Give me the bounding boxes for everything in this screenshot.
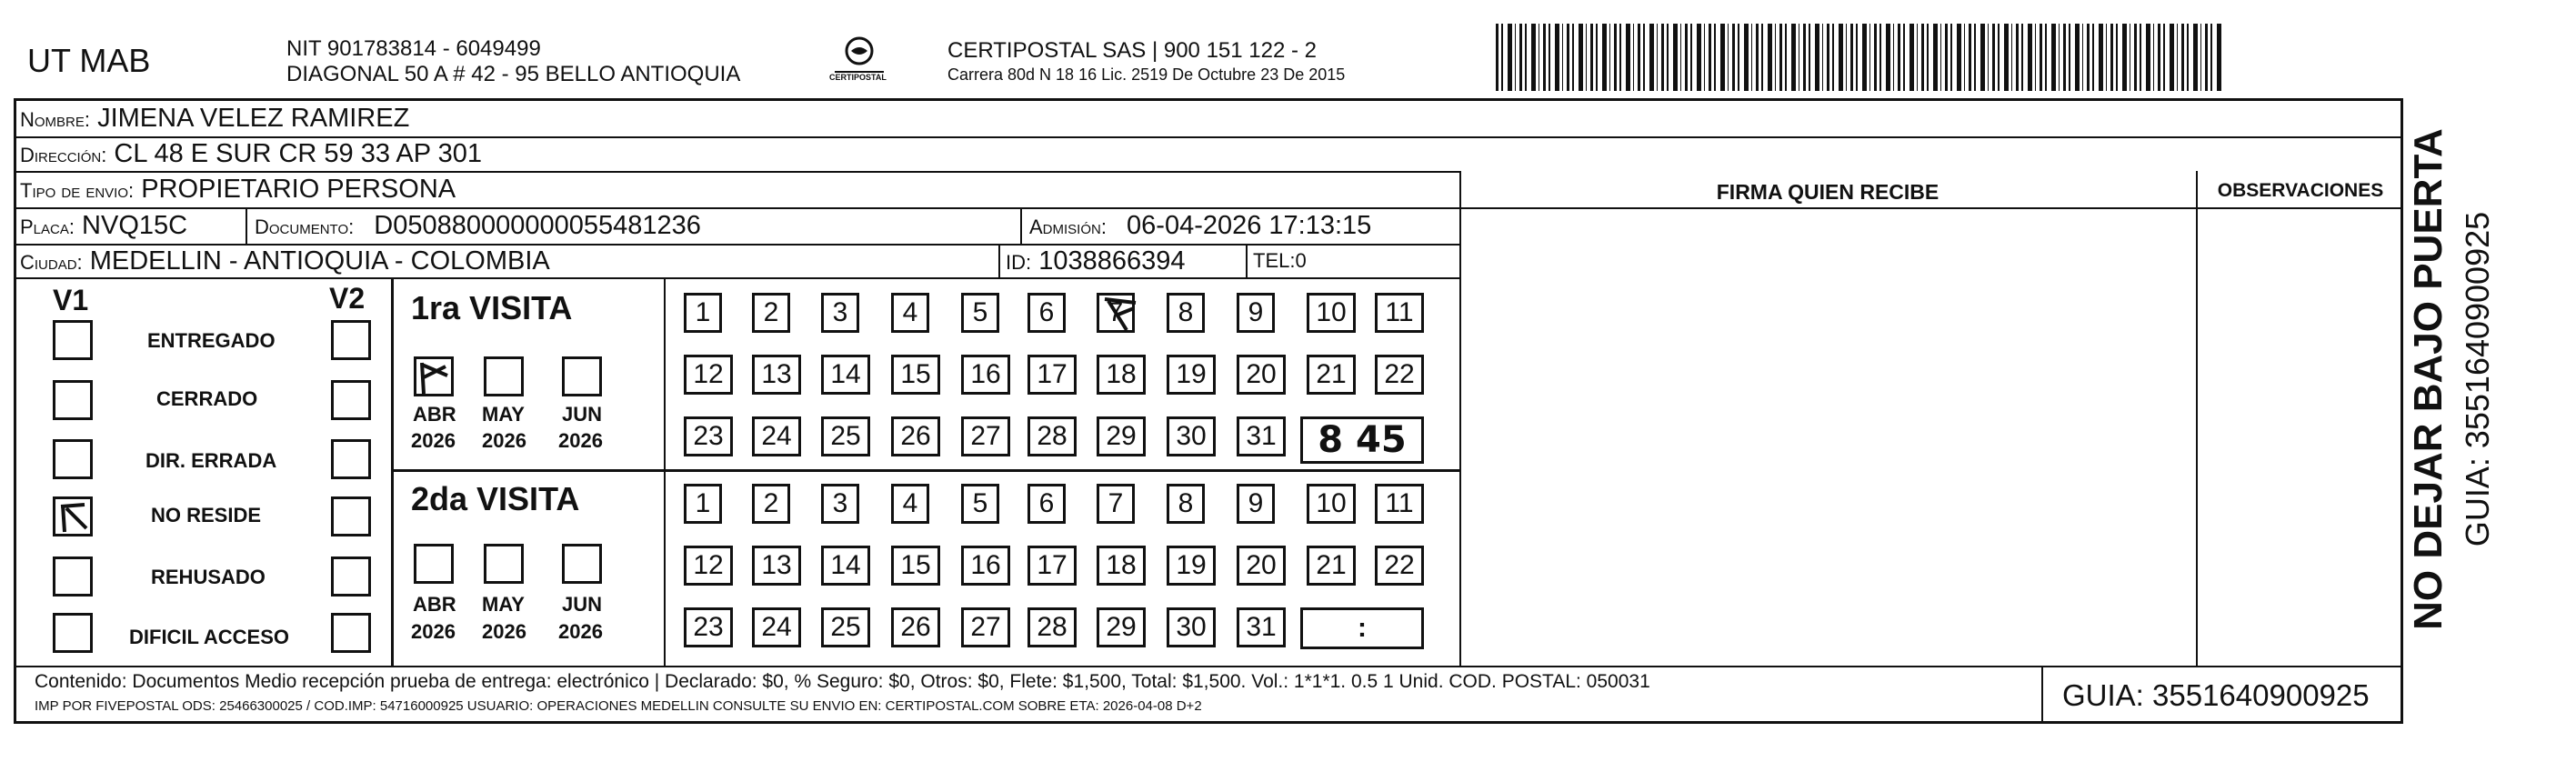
- visit1-day-12[interactable]: [684, 355, 733, 395]
- visit1-day-5[interactable]: [961, 293, 999, 333]
- visit2-day-21[interactable]: [1307, 546, 1356, 586]
- documento-label: Documento:: [255, 216, 355, 238]
- v1-rehusado-checkbox[interactable]: [53, 556, 93, 597]
- visit2-year-abr: 2026: [411, 620, 456, 643]
- certipostal-logo: [827, 35, 891, 87]
- status-entregado: ENTREGADO: [147, 329, 276, 352]
- visit1-month-jun-checkbox[interactable]: [562, 356, 602, 396]
- visit2-day-27[interactable]: [961, 607, 1010, 647]
- visit1-month-jun-label: JUN: [562, 403, 603, 426]
- visit2-day-15[interactable]: [891, 546, 940, 586]
- visit1-day-11[interactable]: [1375, 293, 1424, 333]
- visit1-day-16[interactable]: [961, 355, 1010, 395]
- day-number: 12: [693, 550, 724, 580]
- day-number: 3: [832, 488, 848, 518]
- visit2-title: 2da VISITA: [411, 480, 580, 517]
- visit2-month-may-checkbox[interactable]: [484, 544, 524, 584]
- visit1-day-26[interactable]: [891, 416, 940, 456]
- ciudad-label: Ciudad:: [20, 251, 83, 274]
- visit2-day-9[interactable]: [1237, 484, 1275, 524]
- visit1-day-17[interactable]: [1027, 355, 1077, 395]
- visit1-day-20[interactable]: [1237, 355, 1286, 395]
- day-number: 29: [1106, 612, 1137, 642]
- footer-content-line: Contenido: Documentos Medio recepción prueba de entrega: electrónico | Declarado: $0, % Seguro: $0, Otros: $0, Flete: $1,500, Total: $1,500. Vol.: 1*1*1. 0.5 1 Unid. COD. POSTAL: 050031: [35, 671, 1650, 692]
- visit2-day-16[interactable]: [961, 546, 1010, 586]
- documento-field: [255, 211, 701, 241]
- day-number: 2: [763, 297, 779, 327]
- day-number: 6: [1038, 297, 1055, 327]
- v1-dir-errada-checkbox[interactable]: [53, 439, 93, 479]
- visit2-year-may: 2026: [482, 620, 526, 643]
- day-number: 11: [1385, 297, 1414, 327]
- visit1-day-28[interactable]: [1027, 416, 1077, 456]
- visit1-day-8[interactable]: [1167, 293, 1205, 333]
- v2-rehusado-checkbox[interactable]: [331, 556, 371, 597]
- day-number: 3: [832, 297, 848, 327]
- day-number: 31: [1246, 421, 1277, 451]
- v1-entregado-checkbox[interactable]: [53, 320, 93, 360]
- day-number: 2: [763, 488, 779, 518]
- id-field: [1006, 246, 1185, 276]
- side-guia: GUIA: 3551640900925: [2459, 211, 2496, 547]
- day-number: 30: [1176, 421, 1207, 451]
- status-rehusado: REHUSADO: [151, 566, 266, 588]
- visit2-day-23[interactable]: [684, 607, 733, 647]
- visit1-year-abr: 2026: [411, 429, 456, 452]
- visit2-day-8[interactable]: [1167, 484, 1205, 524]
- admision-value: 06-04-2026 17:13:15: [1127, 211, 1372, 240]
- visit2-month-jun-label: JUN: [562, 593, 603, 616]
- tipo-label: Tipo de envio:: [20, 179, 135, 202]
- day-number: 11: [1385, 488, 1414, 518]
- admision-label: Admisión:: [1029, 216, 1107, 238]
- visit1-year-jun: 2026: [558, 429, 603, 452]
- nombre-row: [20, 104, 409, 134]
- visit1-day-3[interactable]: [821, 293, 859, 333]
- visit1-day-25[interactable]: [821, 416, 870, 456]
- visit2-day-3[interactable]: [821, 484, 859, 524]
- day-number: 25: [830, 612, 861, 642]
- visit1-day-24[interactable]: [752, 416, 801, 456]
- day-number: 29: [1106, 421, 1137, 451]
- day-number: 6: [1038, 488, 1055, 518]
- day-number: 5: [972, 297, 988, 327]
- v2-dificil-acceso-checkbox[interactable]: [331, 613, 371, 653]
- day-number: 24: [761, 612, 792, 642]
- visit2-day-12[interactable]: [684, 546, 733, 586]
- visit1-day-19[interactable]: [1167, 355, 1216, 395]
- day-number: 13: [761, 359, 792, 389]
- visit1-day-18[interactable]: [1097, 355, 1146, 395]
- direccion-label: Dirección:: [20, 144, 107, 166]
- visit1-day-10[interactable]: [1307, 293, 1356, 333]
- day-number: 16: [970, 359, 1001, 389]
- v2-label: V2: [329, 282, 366, 315]
- visit2-time-box[interactable]: [1300, 607, 1424, 649]
- day-number: 22: [1384, 550, 1415, 580]
- day-number: 18: [1106, 550, 1137, 580]
- ciudad-value: MEDELLIN - ANTIOQUIA - COLOMBIA: [89, 246, 550, 276]
- visit2-year-jun: 2026: [558, 620, 603, 643]
- day-number: 8: [1178, 297, 1194, 327]
- visit2-day-4[interactable]: [891, 484, 929, 524]
- day-number: 1: [695, 488, 711, 518]
- visit1-day-21[interactable]: [1307, 355, 1356, 395]
- day-number: 23: [693, 421, 724, 451]
- visit1-day-4[interactable]: [891, 293, 929, 333]
- day-number: 7: [1108, 297, 1124, 327]
- observaciones-header: OBSERVACIONES: [2217, 180, 2384, 201]
- ciudad-field: [20, 246, 550, 276]
- logo-text: CERTIPOSTAL: [829, 73, 887, 82]
- day-number: 21: [1316, 550, 1347, 580]
- day-number: 19: [1176, 359, 1207, 389]
- nombre-label: Nombre:: [20, 108, 91, 131]
- visit1-month-may-label: MAY: [482, 403, 525, 426]
- day-number: 16: [970, 550, 1001, 580]
- visit1-day-2[interactable]: [752, 293, 790, 333]
- day-number: 27: [970, 612, 1001, 642]
- visit2-day-17[interactable]: [1027, 546, 1077, 586]
- visit2-day-14[interactable]: [821, 546, 870, 586]
- day-number: 30: [1176, 612, 1207, 642]
- visit2-day-30[interactable]: [1167, 607, 1216, 647]
- day-number: 19: [1176, 550, 1207, 580]
- id-value: 1038866394: [1038, 246, 1186, 276]
- visit2-day-2[interactable]: [752, 484, 790, 524]
- footer-guia: GUIA: 3551640900925: [2062, 678, 2370, 712]
- v2-cerrado-checkbox[interactable]: [331, 380, 371, 420]
- visit1-month-may-checkbox[interactable]: [484, 356, 524, 396]
- day-number: 10: [1316, 488, 1347, 518]
- day-number: 28: [1037, 421, 1067, 451]
- visit1-day-30[interactable]: [1167, 416, 1216, 456]
- day-number: 23: [693, 612, 724, 642]
- day-number: 15: [900, 359, 931, 389]
- placa-field: [20, 211, 187, 241]
- placa-value: NVQ15C: [82, 211, 188, 240]
- company-nit: NIT 901783814 - 6049499: [286, 36, 541, 61]
- visit1-day-15[interactable]: [891, 355, 940, 395]
- visit1-month-abr-label: ABR: [413, 403, 456, 426]
- day-number: 4: [902, 297, 918, 327]
- documento-value: D050880000000055481236: [374, 211, 701, 240]
- visit1-day-7[interactable]: [1097, 293, 1135, 333]
- footer-imp-line: IMP POR FIVEPOSTAL ODS: 25466300025 / COD.IMP: 54716000925 USUARIO: OPERACIONES MEDELLIN CONSULTE SU ENVIO EN: CERTIPOSTAL.COM SOBRE ETA: 2026-04-08 D+2: [35, 698, 1202, 714]
- day-number: 17: [1037, 359, 1067, 389]
- day-number: 26: [900, 421, 931, 451]
- status-dificil-acceso: DIFICIL ACCESO: [129, 626, 290, 648]
- visit2-day-22[interactable]: [1375, 546, 1424, 586]
- day-number: 28: [1037, 612, 1067, 642]
- visit1-day-31[interactable]: [1237, 416, 1286, 456]
- day-number: 26: [900, 612, 931, 642]
- status-no-reside: NO RESIDE: [151, 504, 262, 526]
- certipostal-license: Carrera 80d N 18 16 Lic. 2519 De Octubre 23 De 2015: [947, 65, 1346, 84]
- placa-label: Placa:: [20, 216, 75, 238]
- v1-dificil-acceso-checkbox[interactable]: [53, 613, 93, 653]
- id-label: ID:: [1006, 251, 1032, 274]
- visit1-year-may: 2026: [482, 429, 526, 452]
- day-number: 9: [1248, 488, 1264, 518]
- observaciones-area[interactable]: [2199, 210, 2402, 665]
- direccion-row: [20, 139, 482, 169]
- day-number: 14: [830, 359, 861, 389]
- v1-cerrado-checkbox[interactable]: [53, 380, 93, 420]
- visit1-day-9[interactable]: [1237, 293, 1275, 333]
- day-number: 18: [1106, 359, 1137, 389]
- tipo-value: PROPIETARIO PERSONA: [141, 175, 456, 204]
- day-number: 13: [761, 550, 792, 580]
- day-number: 12: [693, 359, 724, 389]
- visit2-day-29[interactable]: [1097, 607, 1146, 647]
- company-name: UT MAB: [27, 42, 151, 79]
- side-warning: NO DEJAR BAJO PUERTA: [2406, 128, 2451, 630]
- visit2-day-25[interactable]: [821, 607, 870, 647]
- visit1-day-1[interactable]: [684, 293, 722, 333]
- status-dir-errada: DIR. ERRADA: [145, 449, 277, 472]
- nombre-value: JIMENA VELEZ RAMIREZ: [97, 104, 410, 133]
- visit2-month-abr-checkbox[interactable]: [414, 544, 454, 584]
- day-number: 22: [1384, 359, 1415, 389]
- visit2-day-10[interactable]: [1307, 484, 1356, 524]
- visit2-day-6[interactable]: [1027, 484, 1066, 524]
- visit2-time-value: :: [1358, 613, 1367, 643]
- day-number: 5: [972, 488, 988, 518]
- day-number: 15: [900, 550, 931, 580]
- visit2-day-11[interactable]: [1375, 484, 1424, 524]
- visit2-day-5[interactable]: [961, 484, 999, 524]
- status-cerrado: CERRADO: [156, 387, 258, 410]
- day-number: 31: [1246, 612, 1277, 642]
- admision-field: [1029, 211, 1371, 241]
- handwritten-mark-icon: [416, 359, 453, 396]
- certipostal-name: CERTIPOSTAL SAS | 900 151 122 - 2: [947, 38, 1317, 63]
- tel-value: 0: [1295, 249, 1307, 272]
- visit1-day-22[interactable]: [1375, 355, 1424, 395]
- v1-label: V1: [53, 284, 89, 316]
- day-number: 10: [1316, 297, 1347, 327]
- visit2-month-abr-label: ABR: [413, 593, 456, 616]
- day-number: 24: [761, 421, 792, 451]
- visit2-day-18[interactable]: [1097, 546, 1146, 586]
- visit2-day-13[interactable]: [752, 546, 801, 586]
- handwritten-mark-icon: [1099, 296, 1139, 332]
- tipo-row: [20, 175, 456, 205]
- visit1-day-13[interactable]: [752, 355, 801, 395]
- day-number: 27: [970, 421, 1001, 451]
- visit1-day-23[interactable]: [684, 416, 733, 456]
- visit1-day-29[interactable]: [1097, 416, 1146, 456]
- visit1-title: 1ra VISITA: [411, 289, 573, 326]
- visit2-day-7[interactable]: [1097, 484, 1135, 524]
- visit1-time-box[interactable]: [1300, 416, 1424, 464]
- day-number: 8: [1178, 488, 1194, 518]
- day-number: 17: [1037, 550, 1067, 580]
- day-number: 20: [1246, 359, 1277, 389]
- visit2-day-28[interactable]: [1027, 607, 1077, 647]
- day-number: 21: [1316, 359, 1347, 389]
- handwritten-mark-icon: [55, 499, 92, 536]
- visit2-day-31[interactable]: [1237, 607, 1286, 647]
- company-address: DIAGONAL 50 A # 42 - 95 BELLO ANTIOQUIA: [286, 62, 741, 86]
- visit2-month-jun-checkbox[interactable]: [562, 544, 602, 584]
- visit1-day-27[interactable]: [961, 416, 1010, 456]
- day-number: 14: [830, 550, 861, 580]
- firma-header: FIRMA QUIEN RECIBE: [1716, 180, 1940, 204]
- day-number: 20: [1246, 550, 1277, 580]
- visit2-month-may-label: MAY: [482, 593, 525, 616]
- day-number: 4: [902, 488, 918, 518]
- tel-label: TEL:: [1253, 249, 1296, 272]
- barcode: [1496, 24, 2223, 91]
- tel-field: [1253, 249, 1307, 273]
- visit2-day-19[interactable]: [1167, 546, 1216, 586]
- visit1-day-6[interactable]: [1027, 293, 1066, 333]
- visit1-time-value: 8 45: [1318, 419, 1407, 461]
- signature-area[interactable]: [1462, 210, 2195, 665]
- v1-no-reside-checkbox[interactable]: [53, 496, 93, 536]
- day-number: 1: [695, 297, 711, 327]
- day-number: 25: [830, 421, 861, 451]
- visit1-month-abr-checkbox[interactable]: [414, 356, 454, 396]
- day-number: 9: [1248, 297, 1264, 327]
- v2-entregado-checkbox[interactable]: [331, 320, 371, 360]
- visit2-day-20[interactable]: [1237, 546, 1286, 586]
- day-number: 7: [1108, 488, 1124, 518]
- visit2-day-24[interactable]: [752, 607, 801, 647]
- v2-dir-errada-checkbox[interactable]: [331, 439, 371, 479]
- v2-no-reside-checkbox[interactable]: [331, 496, 371, 536]
- visit2-day-26[interactable]: [891, 607, 940, 647]
- visit2-day-1[interactable]: [684, 484, 722, 524]
- direccion-value: CL 48 E SUR CR 59 33 AP 301: [114, 139, 483, 168]
- visit1-day-14[interactable]: [821, 355, 870, 395]
